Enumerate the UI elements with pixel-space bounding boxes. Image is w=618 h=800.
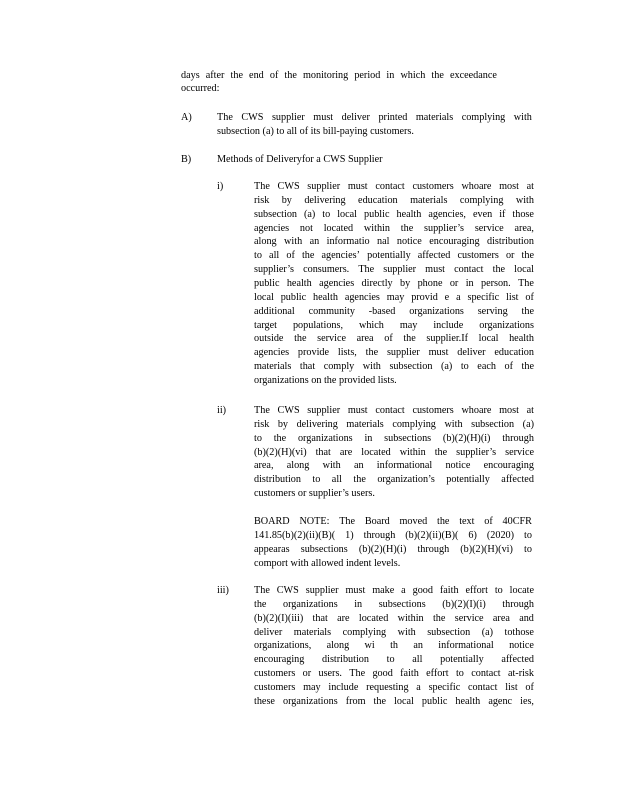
text-line: The CWS supplier must make a good faith effort to locate [254, 585, 534, 596]
text-line: 141.85(b)(2)(ii)(B)( 1) through (b)(2)(ii)(B)( 6) (2020) to [254, 529, 532, 541]
text-line: additional community -based organizations serving the [254, 305, 534, 317]
text-line: customers or supplier’s users. [254, 488, 375, 500]
text-line: to all of the agencies’ potentially affected customers or the [254, 250, 534, 262]
text-line: distribution to all the organization’s potentially affected [254, 474, 534, 486]
text-line: outside the service area of the supplier.If local health [254, 333, 534, 345]
text-line: The CWS supplier must deliver printed materials complying with [217, 112, 532, 123]
text-line: risk by delivering education materials complying with [254, 194, 534, 206]
text-line: agencies provide lists, the supplier must deliver education [254, 347, 534, 359]
sub-item-i-label: i) [217, 181, 224, 192]
text-line: target populations, which may include organizations [254, 319, 534, 331]
text-line: encouraging distribution to all potentially affected [254, 654, 534, 666]
item-b-label: B) [181, 154, 192, 165]
text-line: area, along with an informational notice encouraging [254, 460, 534, 472]
text-line: along with an informatio nal notice encouraging distribution [254, 236, 534, 248]
text-line: public health agencies directly by phone or in person. The [254, 277, 534, 289]
text-line: customers may include requesting a specific contact list of [254, 681, 534, 693]
text-line: to the organizations in subsections (b)(2)(H)(i) through [254, 432, 534, 444]
text-line: the organizations in subsections (b)(2)(I)(i) through [254, 598, 534, 610]
text-line: organizations on the provided lists. [254, 374, 397, 386]
text-line: local public health agencies may provid e a specific list of [254, 291, 534, 303]
text-line: these organizations from the local public health agenc ies, [254, 695, 534, 707]
text-line: The CWS supplier must contact customers whoare most at [254, 405, 534, 416]
text-line: days after the end of the monitoring period in which the exceedance [181, 70, 497, 81]
text-line: occurred: [181, 83, 220, 94]
sub-item-ii-label: ii) [217, 405, 227, 416]
text-line: comport with allowed indent levels. [254, 557, 401, 569]
text-line: BOARD NOTE: The Board moved the text of 40CFR [254, 516, 532, 527]
text-line: agencies not located within the supplier’s service area, [254, 222, 534, 234]
text-line: deliver materials complying with subsection (a) tothose [254, 626, 534, 638]
text-line: supplier’s consumers. The supplier must contact the local [254, 264, 534, 276]
text-line: (b)(2)(H)(vi) that are located within the supplier’s service [254, 446, 534, 458]
text-line: materials that comply with subsection (a) to each of the [254, 361, 534, 373]
text-line: subsection (a) to local public health agencies, even if those [254, 208, 534, 220]
text-line: subsection (a) to all of its bill-paying customers. [217, 126, 414, 137]
item-b-heading: Methods of Deliveryfor a CWS Supplier [217, 154, 383, 165]
text-line: customers or users. The good faith effort to contact at-risk [254, 668, 534, 680]
text-line: The CWS supplier must contact customers whoare most at [254, 181, 534, 192]
text-line: (b)(2)(I)(iii) that are located within the service area and [254, 612, 534, 624]
text-line: organizations, along wi th an informational notice [254, 640, 534, 652]
text-line: risk by delivering materials complying with subsection (a) [254, 418, 534, 430]
text-line: appearas subsections (b)(2)(H)(i) through (b)(2)(H)(vi) to [254, 543, 532, 555]
sub-item-iii-label: iii) [217, 585, 229, 596]
item-a-label: A) [181, 112, 192, 123]
